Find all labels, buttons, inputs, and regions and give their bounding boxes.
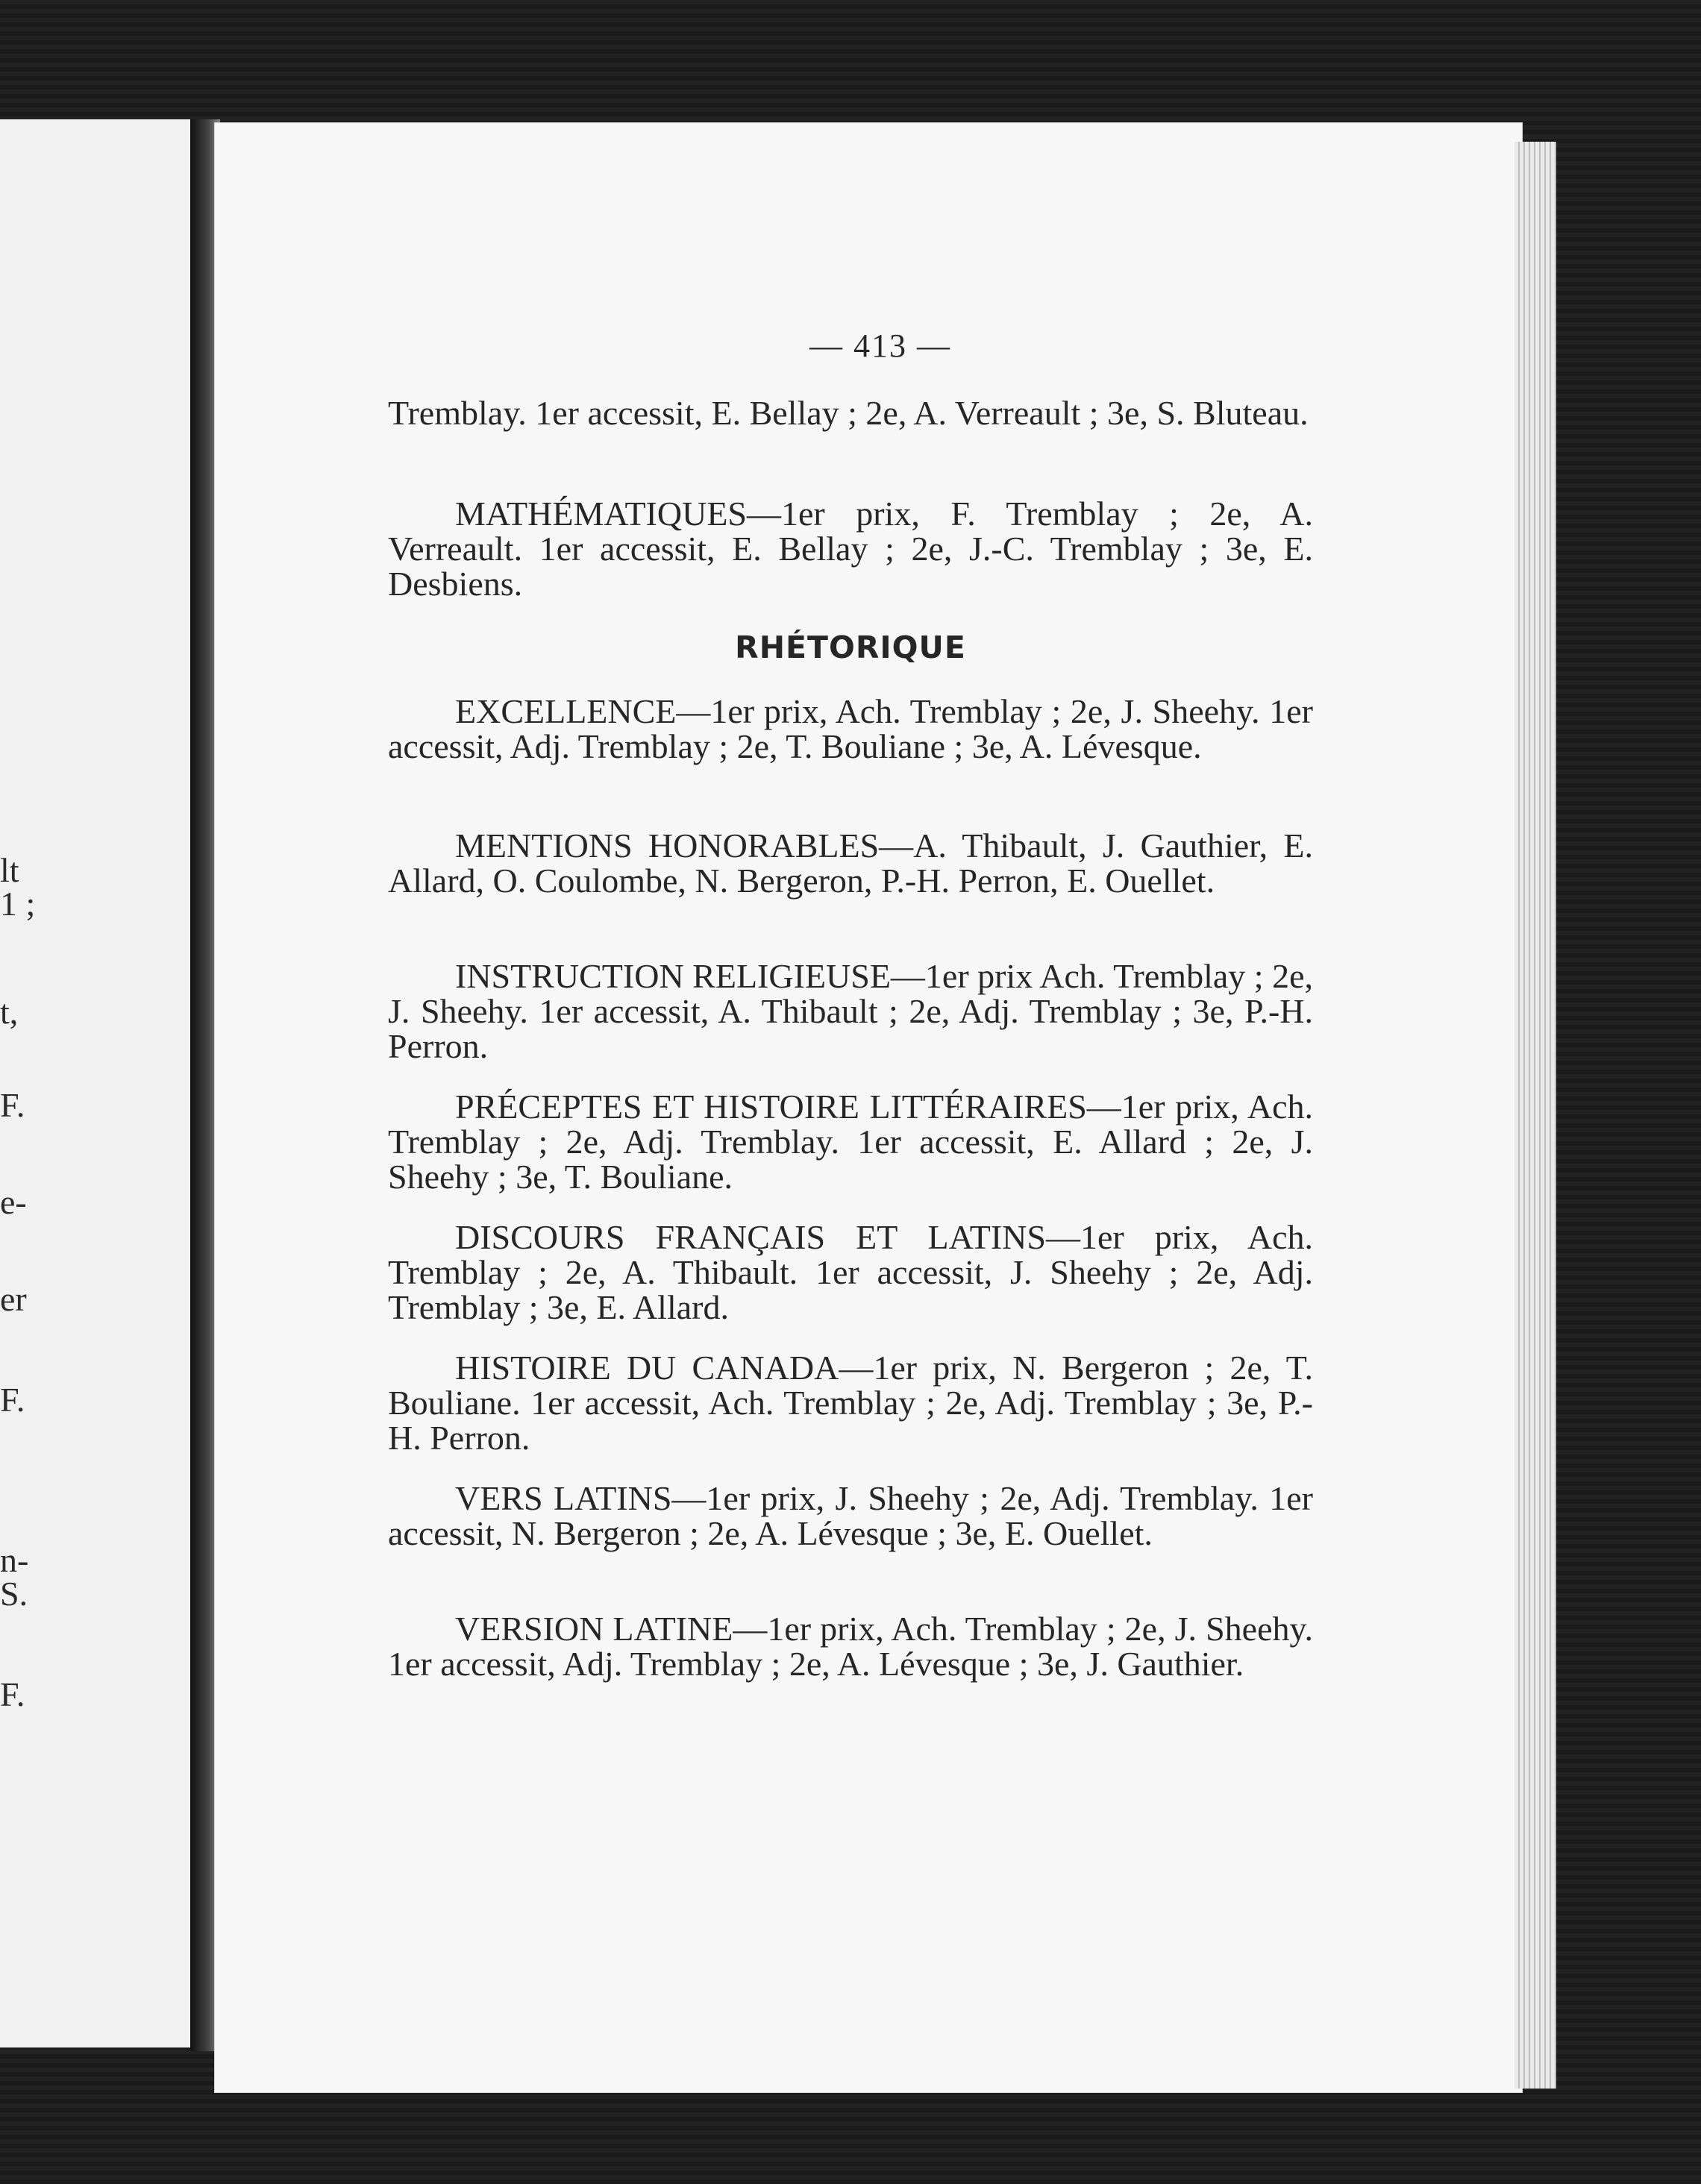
paragraph-histoire: HISTOIRE DU CANADA—1er prix, N. Bergeron ; 2e, T. Bouliane. 1er accessit, Ach. Tremblay ; 2e, Adj. Tremblay ; 3e, P.-H. Perron. xyxy=(388,1349,1313,1457)
left-page-fragment: t, xyxy=(0,993,19,1031)
paragraph-excellence: EXCELLENCE—1er prix, Ach. Tremblay ; 2e, J. Sheehy. 1er accessit, Adj. Tremblay ; 2e, T. Bouliane ; 3e, A. Lévesque. xyxy=(388,692,1313,765)
left-page-fragment: lt xyxy=(0,851,19,889)
paragraph-version-latine: VERSION LATINE—1er prix, Ach. Tremblay ; 2e, J. Sheehy. 1er accessit, Adj. Tremblay ; 2e, A. Lévesque ; 3e, J. Gauthier. xyxy=(388,1610,1313,1683)
left-page-fragment: 1 ; xyxy=(0,885,36,923)
left-facing-page xyxy=(0,119,201,2048)
page-number: — 413 — xyxy=(809,327,951,364)
page-edges xyxy=(1514,142,1556,2089)
left-page-fragment: n- xyxy=(0,1541,29,1579)
left-page-fragment: er xyxy=(0,1280,27,1318)
paragraph-discours: DISCOURS FRANÇAIS ET LATINS—1er prix, Ach. Tremblay ; 2e, A. Thibault. 1er accessit, J. Sheehy ; 2e, Adj. Tremblay ; 3e, E. Allard. xyxy=(388,1218,1313,1326)
paragraph-mentions: MENTIONS HONORABLES—A. Thibault, J. Gauthier, E. Allard, O. Coulombe, N. Bergeron, P.-H. Perron, E. Ouellet. xyxy=(388,826,1313,900)
left-page-fragment: F. xyxy=(0,1086,25,1124)
paragraph-mathematiques: MATHÉMATIQUES—1er prix, F. Tremblay ; 2e, A. Verreault. 1er accessit, E. Bellay ; 2e, J.-C. Tremblay ; 3e, E. Desbiens. xyxy=(388,495,1313,603)
left-page-fragment: F. xyxy=(0,1675,25,1713)
paragraph-preceptes: PRÉCEPTES ET HISTOIRE LITTÉRAIRES—1er prix, Ach. Tremblay ; 2e, Adj. Tremblay. 1er accessit, E. Allard ; 2e, J. Sheehy ; 3e, T. Bouliane. xyxy=(388,1088,1313,1196)
left-page-fragment: S. xyxy=(0,1575,28,1613)
paragraph-continuation: Tremblay. 1er accessit, E. Bellay ; 2e, A. Verreault ; 3e, S. Bluteau. xyxy=(388,394,1309,432)
left-page-fragment: F. xyxy=(0,1381,25,1419)
section-heading: RHÉTORIQUE xyxy=(735,630,966,665)
paragraph-vers-latins: VERS LATINS—1er prix, J. Sheehy ; 2e, Adj. Tremblay. 1er accessit, N. Bergeron ; 2e, A. Lévesque ; 3e, E. Ouellet. xyxy=(388,1479,1313,1552)
left-page-fragment: e- xyxy=(0,1183,27,1221)
paragraph-instruction: INSTRUCTION RELIGIEUSE—1er prix Ach. Tremblay ; 2e, J. Sheehy. 1er accessit, A. Thibault ; 2e, Adj. Tremblay ; 3e, P.-H. Perron. xyxy=(388,957,1313,1065)
